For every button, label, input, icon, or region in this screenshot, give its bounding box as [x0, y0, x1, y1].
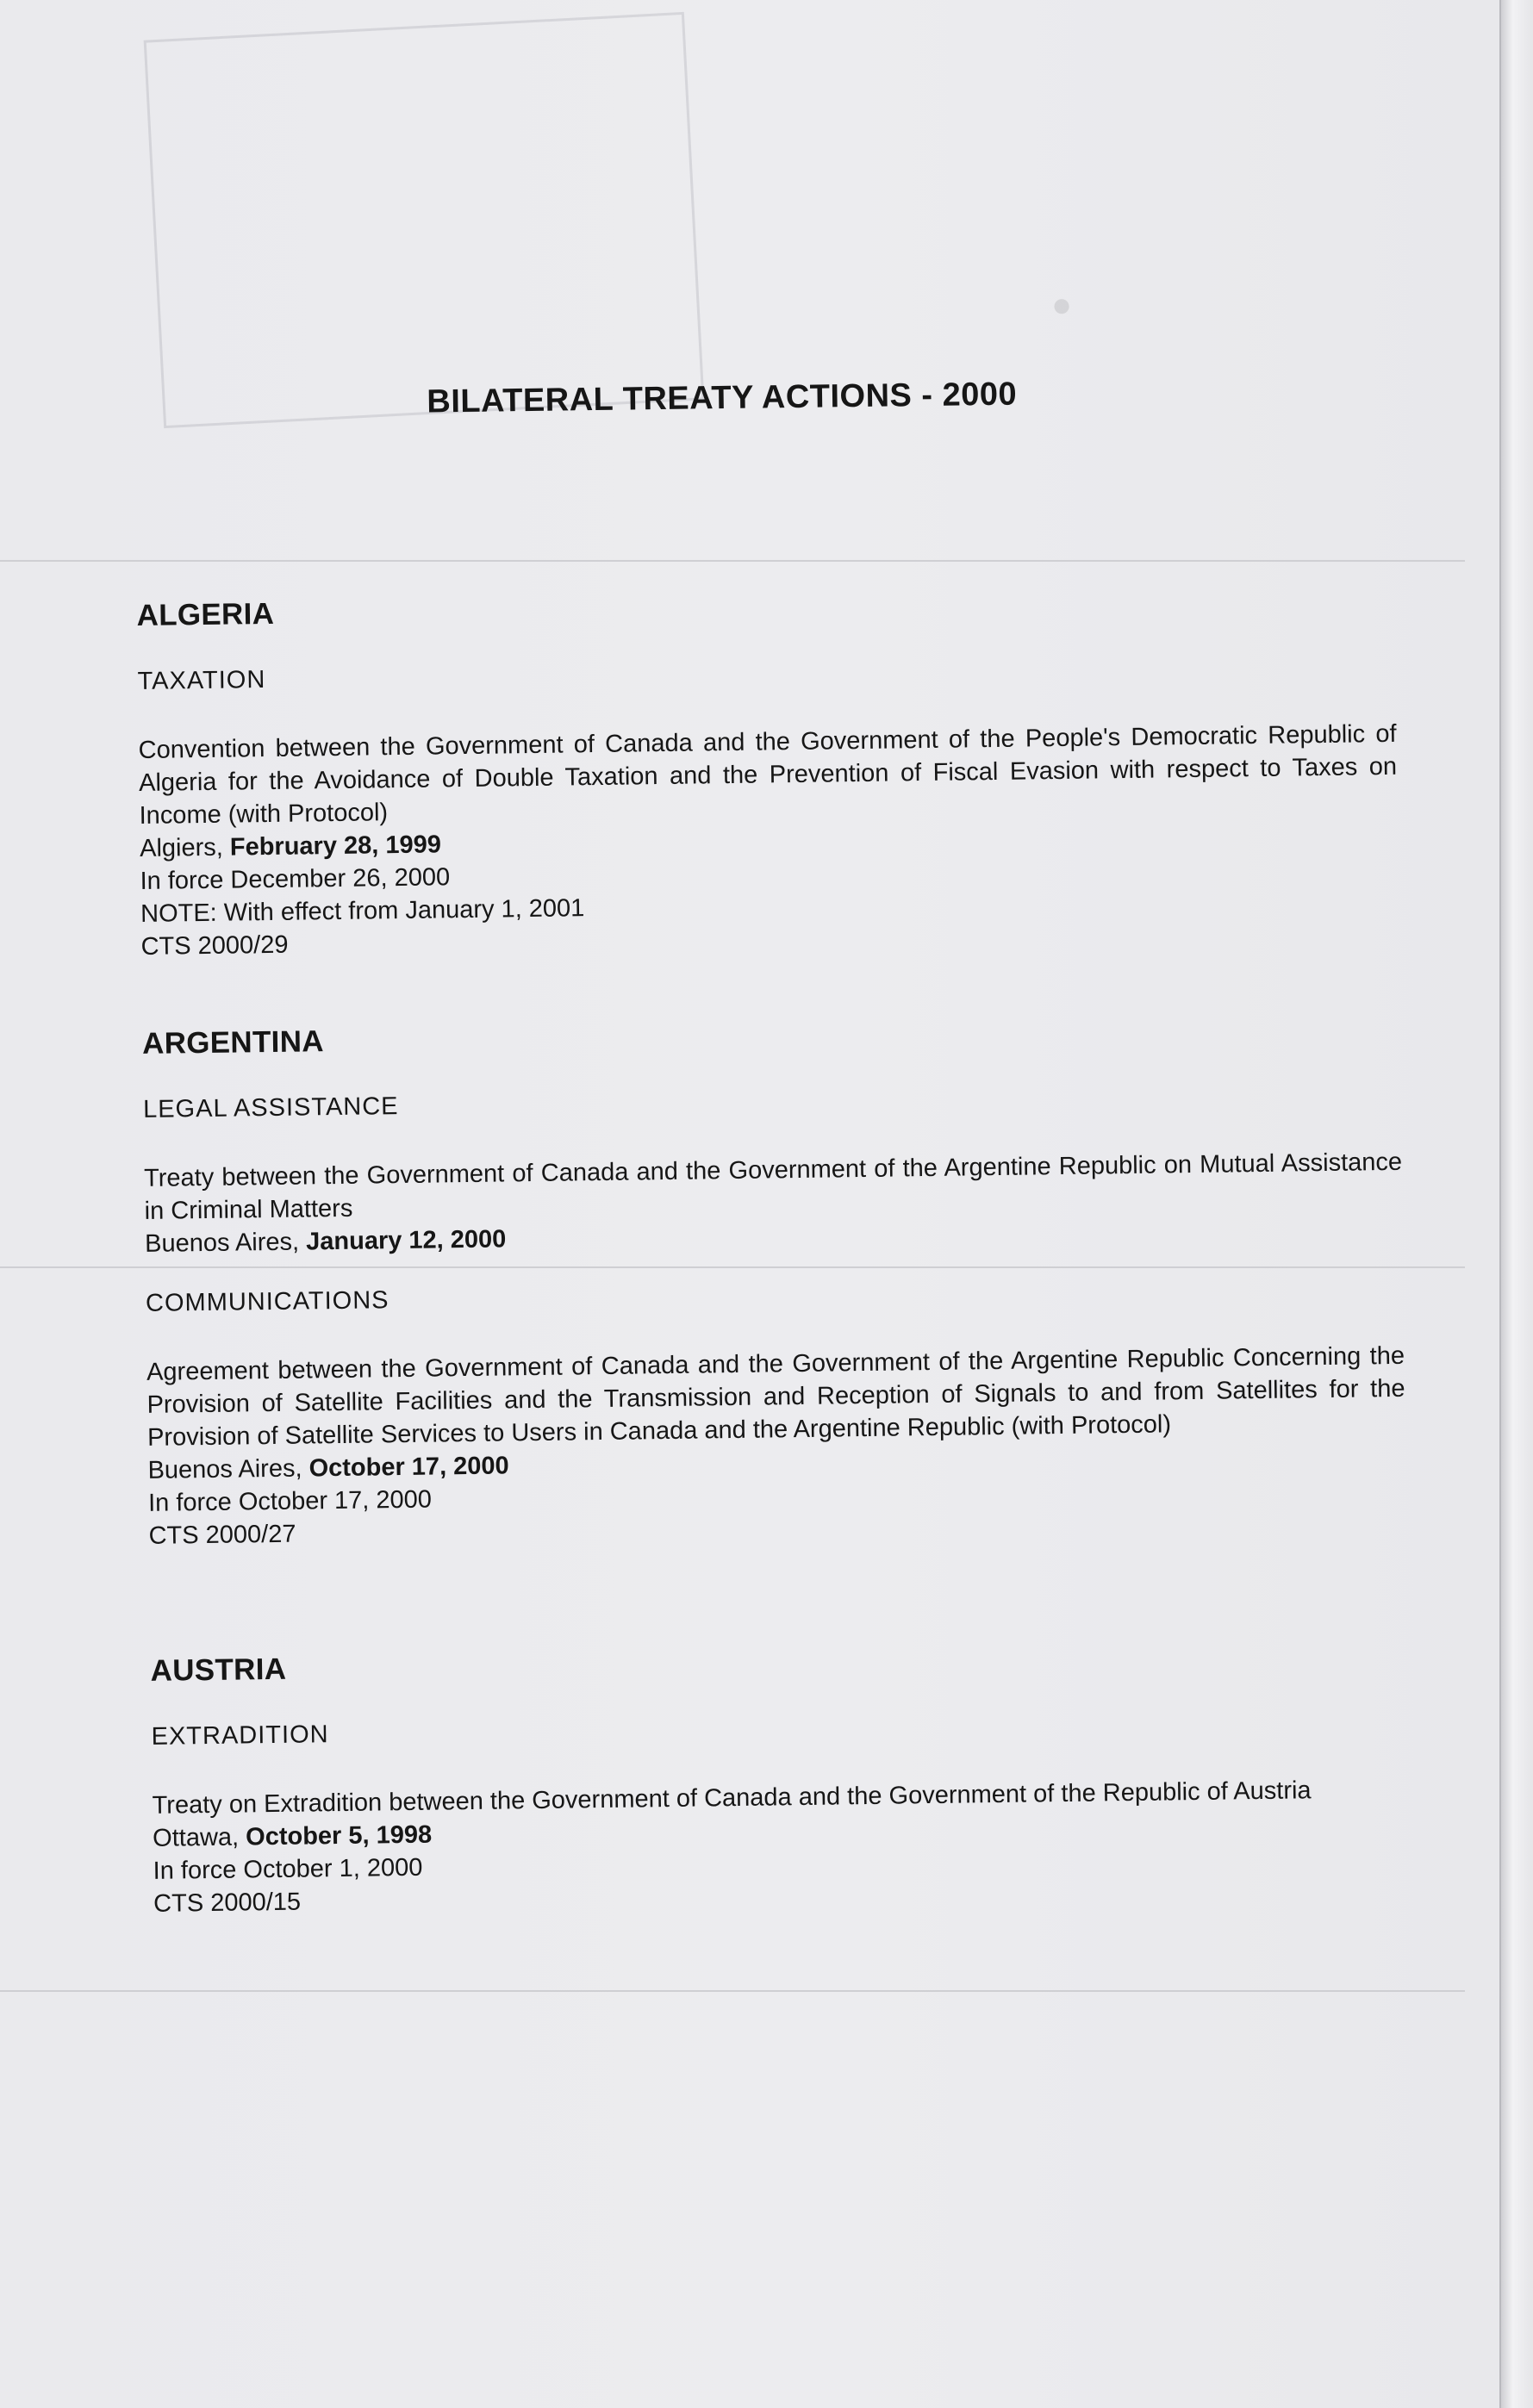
treaty-description: Agreement between the Government of Canada and the Government of the Argentine Republic Concerning the Provision of Satellite Facilities and the Transmission and Reception of Signals to and from Satellites for the Provision of Satellite Services to Users in Canada and the Argentine Republic (with Protocol) [146, 1341, 1405, 1452]
page-title: BILATERAL TREATY ACTIONS - 2000 [427, 376, 1018, 420]
treaty-place: Buenos Aires, [144, 1228, 300, 1258]
country-section-argentina [142, 1011, 1416, 1552]
treaty-category: LEGAL ASSISTANCE [142, 1092, 399, 1123]
treaty-entry [146, 1340, 1416, 1552]
country-heading: ALGERIA [136, 596, 275, 632]
treaty-description: Treaty between the Government of Canada and the Government of the Argentine Republic on Mutual Assistance in Criminal Matters [143, 1148, 1403, 1225]
treaty-in-force: In force October 17, 2000 [147, 1485, 433, 1517]
treaty-category: EXTRADITION [151, 1720, 329, 1751]
treaty-category: TAXATION [137, 666, 266, 695]
treaty-description: Treaty on Extradition between the Government of Canada and the Government of the Republic of Austria [152, 1776, 1312, 1820]
treaty-date: February 28, 1999 [229, 831, 442, 862]
treaty-note: NOTE: With effect from January 1, 2001 [140, 894, 585, 928]
treaty-place: Ottawa, [152, 1823, 240, 1852]
treaty-entry [152, 1773, 1420, 1920]
treaty-description: Convention between the Government of Canada and the Government of the People's Democratic Republic of Algeria for the Avoidance of Double Taxation and the Prevention of Fiscal Evasion with respect to Taxes on Income (with Protocol) [138, 719, 1398, 830]
bleedthrough-rule [0, 560, 1465, 562]
treaty-category: COMMUNICATIONS [145, 1286, 389, 1317]
bleedthrough-rule [0, 1990, 1465, 1992]
treaty-date: October 17, 2000 [308, 1452, 509, 1483]
treaty-entry [144, 1146, 1411, 1260]
country-section-algeria [136, 582, 1407, 963]
country-heading: ARGENTINA [141, 1024, 325, 1061]
treaty-date: October 5, 1998 [245, 1820, 433, 1851]
received-stamp-bleedthrough [144, 12, 705, 428]
bleedthrough-text: ● [1051, 285, 1073, 324]
treaty-cts: CTS 2000/29 [140, 930, 289, 961]
treaty-cts: CTS 2000/15 [153, 1888, 302, 1918]
treaty-cts: CTS 2000/27 [148, 1520, 296, 1550]
country-heading: AUSTRIA [150, 1652, 287, 1688]
page-edge [1499, 0, 1533, 2408]
treaty-in-force: In force October 1, 2000 [153, 1853, 423, 1885]
treaty-place: Buenos Aires, [147, 1454, 302, 1484]
treaty-entry [138, 718, 1407, 963]
treaty-in-force: In force December 26, 2000 [140, 863, 451, 895]
treaty-date: January 12, 2000 [305, 1225, 507, 1256]
treaty-place: Algiers, [139, 833, 224, 862]
country-section-austria [150, 1638, 1420, 1920]
